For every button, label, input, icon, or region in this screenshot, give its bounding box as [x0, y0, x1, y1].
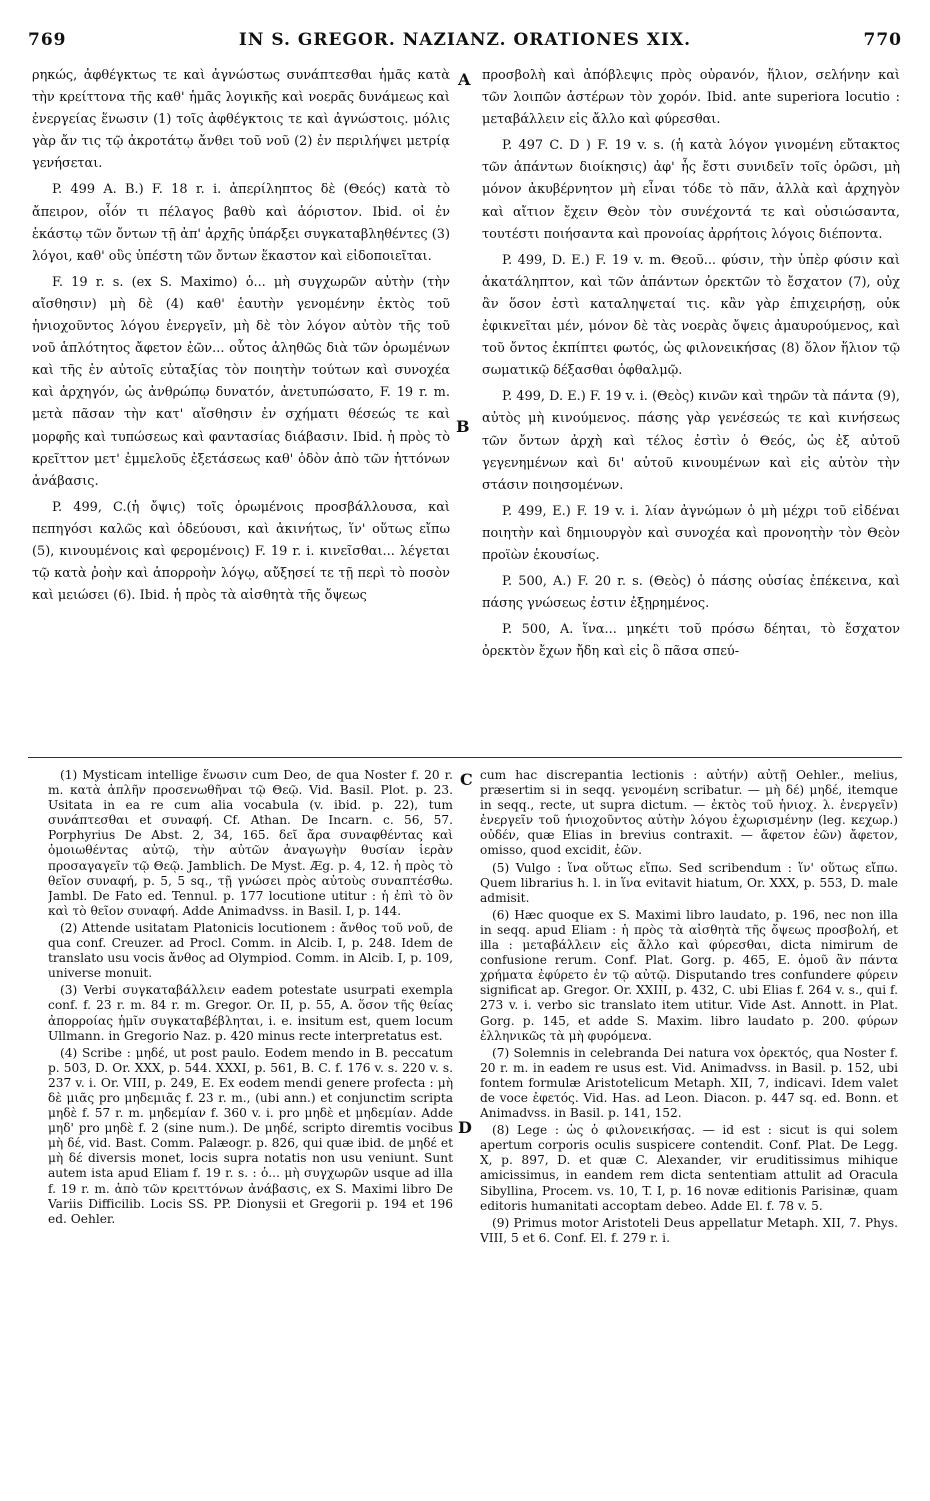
main-text-right-column	[482, 65, 900, 745]
main-text-left-column	[32, 65, 450, 745]
margin-letter-c: C	[460, 770, 473, 789]
footnote: (9) Primus motor Aristoteli Deus appellatur Metaph. XII, 7. Phys. VIII, 5 et 6. Conf. El. f. 279 r. i.	[480, 1215, 898, 1245]
main-paragraph: προσβολὴ καὶ ἀπόβλεψις πρὸς οὐρανόν, ἥλιον, σελήνην καὶ τῶν λοιπῶν ἀστέρων τὸν χορόν. Ibid. ante superiora locutio : μεταβάλλειν εἰς ἄλλο καὶ φύρεσθαι.	[482, 68, 900, 128]
margin-letter-b: B	[456, 417, 470, 436]
main-paragraph: P. 499, D. E.) F. 19 v. m. Θεοῦ... φύσιν, τὴν ὑπὲρ φύσιν καὶ ἀκατάληπτον, καὶ τῶν ἁπάντων ὀρεκτῶν τὸ ἔσχατον (7), οὐχ ἂν ὅσον ἐστὶ καταληψεταί τις. κἂν γὰρ ἐπιχειρήσῃ, οὐκ ἐφικνεῖται μέν, μόνον δὲ τὰς νοερὰς ὄψεις ἀμαυρούμενος, καὶ τοῦ ὄντος ἐκπίπτει φωτός, ὡς φιλονεικήσας (8) ὅλον ἥλιον τῷ σωματικῷ δέξασθαι ὀφθαλμῷ.	[482, 252, 900, 379]
main-paragraph: P. 500, A. ἵνα... μηκέτι τοῦ πρόσω δέηται, τὸ ἔσχατον ὀρεκτὸν ἔχων ἤδη καὶ εἰς ὃ πᾶσα σπεύ-	[482, 622, 900, 660]
footnote: (4) Scribe : μηδέ, ut post paulo. Eodem mendo in B. peccatum p. 503, D. Or. XXX, p. 544. XXXI, p. 561, B. C. f. 176 v. s. 220 v. s. 237 v. i. Or. VIII, p. 249, E. Ex eodem mendi genere profecta : μὴ δὲ μιᾶς pro μηδεμιᾶς f. 23 r. m., (ubi ann.) et conjunctim scripta μηδὲ f. 57 r. m. μηδεμίαν f. 360 v. i. pro μηδὲ et μηδεμίαν. Adde μηδ' pro μηδὲ f. 2 (sine num.). De μηδέ, scripto diremtis vocibus μὴ δέ, vid. Bast. Comm. Palæogr. p. 826, qui quæ ibid. de μηδέ et μὴ δέ diversis monet, locis supra notatis non usu veniunt. Sunt autem ista apud Eliam f. 19 r. s. : ὁ... μὴ συγχωρῶν usque ad illa f. 19 r. m. ἀπὸ τῶν κρειττόνων ἀνάβασις, ex S. Maximi libro De Variis Difficilib. Locis SS. PP. Dionysii et Gregorii p. 194 et 196 ed. Oehler.	[48, 1045, 453, 1226]
footnote: (5) Vulgo : ἵνα οὕτως εἴπω. Sed scribendum : ἵν' οὕτως εἴπω. Quem librarius h. l. in ἵνα evitavit hiatum, Or. XXX, p. 553, D. male admisit.	[480, 860, 898, 905]
main-paragraph: P. 499, C.(ἡ ὄψις) τοῖς ὁρωμένοις προσβάλλουσα, καὶ πεπηγόσι καλῶς καὶ ὁδεύουσι, καὶ ἀκινήτως, ἵν' οὕτως εἴπω (5), κινουμένοις καὶ φερομένοις) F. 19 r. i. κινεῖσθαι... λέγεται τῷ κατὰ ῥοὴν καὶ ἀπορροὴν λόγῳ, αὔξησεί τε τῇ περὶ τὸ ποσὸν καὶ μειώσει (6). Ibid. ἡ πρὸς τὰ αἰσθητὰ τῆς ὄψεως	[32, 499, 450, 604]
footnote: (8) Lege : ὡς ὁ φιλονεικήσας. — id est : sicut is qui solem apertum corporis oculis suspicere contendit. Conf. Plat. De Legg. X, p. 897, D. et quæ C. Alexander, vir eruditissimus mihique amicissimus, in eandem rem dicta sententiam attulit ad Oracula Sibyllina, Procem. vs. 10, T. I, p. 16 novæ editionis Parisinæ, quam editoris humanitati accoptam debeo. Adde El. f. 78 v. 5.	[480, 1123, 898, 1213]
main-paragraph: P. 497 C. D ) F. 19 v. s. (ἡ κατὰ λόγον γινομένη εὔτακτος τῶν ἁπάντων διοίκησις) ἀφ' ἧς ἔστι συνιδεῖν τοῖς ὁρῶσι, μὴ μόνον ἀκυβέρνητον μὴ εἶναι τόδε τὸ πᾶν, ἀλλὰ καὶ ἀρχηγὸν καὶ αἴτιον ἔχειν Θεὸν τὸν συνέχοντά τε καὶ οὐσιώσαντα, τουτέστι ποιήσαντα καὶ προνοίας ἀρρήτοις λόγοις διέποντα.	[482, 138, 900, 242]
margin-letter-a: A	[458, 70, 471, 89]
main-paragraph: P. 499 A. B.) F. 18 r. i. ἀπερίληπτος δὲ (Θεός) κατὰ τὸ ἄπειρον, οἷόν τι πέλαγος βαθὺ καὶ ἀόριστον. Ibid. οἱ ἐν ἑκάστῳ τῶν ὄντων τῇ ἀπ' ἀρχῆς ὑπάρξει συγκαταβληθέντες (3) λόγοι, καθ' οὓς ὑπέστη τῶν ὄντων ἕκαστον καὶ εἰδοποιεῖται.	[32, 182, 450, 264]
main-paragraph: F. 19 r. s. (ex S. Maximo) ὁ... μὴ συγχωρῶν αὐτὴν (τὴν αἴσθησιν) μὴ δὲ (4) καθ' ἑαυτὴν γενομένην ἐκτὸς τοῦ ἡνιοχοῦντος λόγου ἐνεργεῖν, μὴ δὲ τὸν λόγον αὐτὸν τῆς τοῦ νοῦ ἁπλότητος ἄφετον ἐῶν... οὗτος ἀληθῶς διὰ τῶν ὁρωμένων καὶ τῆς ἐν αὐτοῖς εὐταξίας τὸν ποιητὴν τούτων καὶ συνοχέα καὶ ἀρχηγόν, ὡς ἀνθρώπῳ δυνατόν, ἀνετυπώσατο, F. 19 r. m. μετὰ πᾶσαν τὴν κατ' αἴσθησιν ἐν σχήματι θέσεώς τε καὶ μορφῆς καὶ τυπώσεως καὶ φαντασίας διάβασιν. Ibid. ἡ πρὸς τὸ κρεῖττον μετ' ἐμμελοῦς ἐξετάσεως καθ' ὁδὸν ἀπὸ τῶν ἡττόνων ἀνάβασις.	[32, 274, 450, 489]
footnote: (6) Hæc quoque ex S. Maximi libro laudato, p. 196, nec non illa in seqq. apud Eliam : ἡ πρὸς τὰ αἰσθητὰ τῆς ὄψεως προσβολή, et illa : μεταβάλλειν εἰς ἄλλο καὶ φύρεσθαι, dicta nimirum de confusione rerum. Conf. Plat. Gorg. p. 465, E. ὁμοῦ ἂν πάντα χρήματα ἐφύρετο ἐν τῷ αὐτῷ. Disputando tres confundere φύρειν significat ap. Gregor. Or. XXIII, p. 432, C. ubi Elias f. 264 v. s., qui f. 273 v. i. verbo sic translato item utitur. Vide Ast. Annott. in Plat. Gorg. p. 145, et adde S. Maxim. libro laudato p. 200. φύρων ἑλληνικῶς τὰ μὴ φυρόμενα.	[480, 907, 898, 1043]
main-paragraph: ρηκώς, ἀφθέγκτως τε καὶ ἀγνώστως συνάπτεσθαι ἡμᾶς κατὰ τὴν κρείττονα τῆς καθ' ἡμᾶς λογικῆς καὶ νοερᾶς δυνάμεως καὶ ἐνεργείας ἕνωσιν (1) τοῖς ἀφθέγκτοις τε καὶ ἀγνώστοις. μόλις γὰρ ἄν τις τῷ ἀκροτάτῳ ἄνθει τοῦ νοῦ (2) ἐν περιλήψει μετρίᾳ γενήσεται.	[32, 68, 450, 172]
footnote-divider	[28, 757, 902, 758]
page-header	[28, 30, 902, 56]
footnote: cum hac discrepantia lectionis : αὐτήν) αὐτῇ Oehler., melius, præsertim si in seqq. γενομένη scribatur. — μὴ δέ) μηδέ, itemque in seqq., recte, ut supra dictum. — ἐκτὸς τοῦ ἡνιοχ. λ. ἐνεργεῖν) ἐνεργεῖν τοῦ ἡνιοχοῦντος αὐτὴν λόγου ἐχωρισμένην (leg. κεχωρ.) οὐδέν, quæ Elias in brevius contraxit. — ἄφετον ἐῶν) ἄφετον, omisso, quod excidit, ἐῶν.	[480, 768, 898, 858]
footnotes-right-column	[480, 768, 898, 1488]
running-head: IN S. GREGOR. NAZIANZ. ORATIONES XIX.	[238, 30, 692, 50]
footnote: (1) Mysticam intellige ἕνωσιν cum Deo, de qua Noster f. 20 r. m. κατὰ ἁπλῆν προσενωθῆναι τῷ Θεῷ. Vid. Basil. Plot. p. 23. Usitata in ea re cum alia vocabula (v. ibid. p. 22), tum συνάπτεσθαι et συναφή. Cf. Athan. De Incarn. c. 56, 57. Porphyrius De Abst. 2, 34, 165. δεῖ ἄρα συναφθέντας καὶ ὁμοιωθέντας αὐτῷ, τὴν αὐτῶν ἀναγωγὴν θυσίαν ἱερὰν προσαγαγεῖν τῷ Θεῷ. Jamblich. De Myst. Æg. p. 4, 12. ἡ πρὸς τὸ θεῖον συναφή, p. 5, 5 sq., τῇ γνώσει πρὸς αὐτοὺς συναπτέσθω. Jambl. De Fato ed. Tennul. p. 177 locutione utitur : ἡ ἐπὶ τὸ ὂν καὶ τὸ θεῖον συναφή. Adde Animadvss. in Basil. I, p. 144.	[48, 768, 453, 918]
margin-letter-d: D	[458, 1118, 472, 1137]
footnote: (2) Attende usitatam Platonicis locutionem : ἄνθος τοῦ νοῦ, de qua conf. Creuzer. ad Procl. Comm. in Alcib. I, p. 248. Idem de translato usu vocis ἄνθος ad Olympiod. Comm. in Alcib. I, p. 109, universe monuit.	[48, 920, 453, 981]
main-paragraph: P. 500, A.) F. 20 r. s. (Θεὸς) ὁ πάσης οὐσίας ἐπέκεινα, καὶ πάσης γνώσεως ἐστιν ἐξῃρημένος.	[482, 574, 900, 612]
main-paragraph: P. 499, E.) F. 19 v. i. λίαν ἀγνώμων ὁ μὴ μέχρι τοῦ εἰδέναι ποιητὴν καὶ δημιουργὸν καὶ συνοχέα καὶ προνοητὴν τὸν Θεὸν προϊὼν ἑκουσίως.	[482, 503, 900, 563]
main-paragraph: P. 499, D. E.) F. 19 v. i. (Θεὸς) κινῶν καὶ τηρῶν τὰ πάντα (9), αὐτὸς μὴ κινούμενος. πάσης γὰρ γενέσεώς τε καὶ κινήσεως τῶν ὄντων ἀρχὴ καὶ τέλος ἐστὶν ὁ Θεός, ὡς ἐξ αὐτοῦ γεγενημένων καὶ δι' αὐτοῦ κινουμένων καὶ εἰς αὐτὸν τὴν στάσιν ποιησομένων.	[482, 389, 900, 493]
footnote: (3) Verbi συγκαταβάλλειν eadem potestate usurpati exempla conf. f. 23 r. m. 84 r. m. Gregor. Or. II, p. 55, A. ὅσον τῆς θείας ἀπορροίας ἡμῖν συγκαταβέβληται, i. e. insitum est, quem locum Ullmann. in Gregorio Naz. p. 420 minus recte interpretatus est.	[48, 983, 453, 1043]
page-number-left: 769	[28, 30, 67, 50]
page-number-right: 770	[863, 30, 902, 50]
footnote: (7) Solemnis in celebranda Dei natura vox ὀρεκτός, qua Noster f. 20 r. m. in eadem re usus est. Vid. Animadvss. in Basil. p. 152, ubi fontem formulæ Aristotelicum Metaph. XII, 7, indicavi. Idem valet de voce ἐφετός. Vid. Has. ad Leon. Diacon. p. 447 sq. ed. Bonn. et Animadvss. in Basil. p. 141, 152.	[480, 1045, 898, 1121]
footnotes-left-column	[48, 768, 453, 1488]
